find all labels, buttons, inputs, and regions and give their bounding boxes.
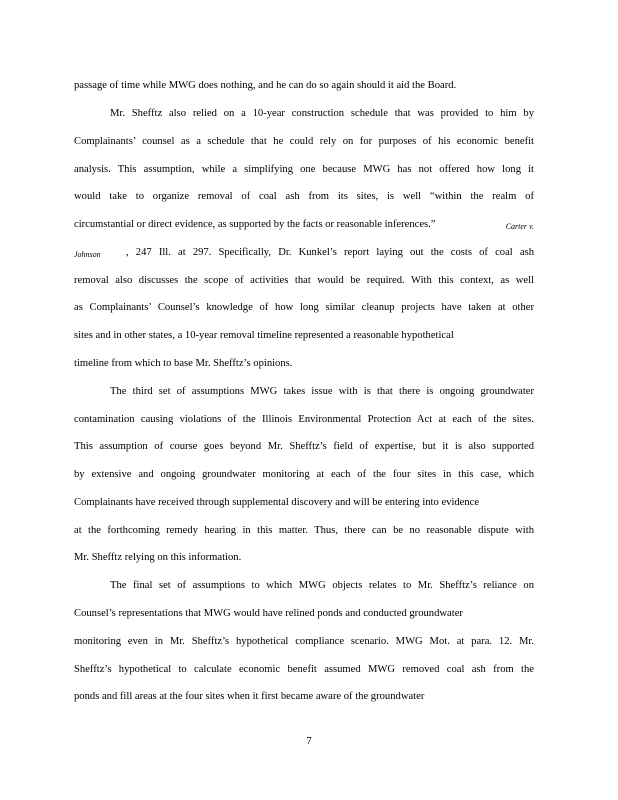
- text-line: timeline from which to base Mr. Shefftz’s opinions.: [74, 358, 293, 369]
- text-line: by extensive and ongoing groundwater monitoring at each of the four sites in this case, which: [74, 469, 534, 480]
- text-line: circumstantial or direct evidence, as supported by the facts or reasonable inferences.”: [74, 219, 436, 230]
- text-line: Shefftz’s hypothetical to calculate economic benefit assumed MWG removed coal ash from the: [74, 664, 534, 675]
- text-line: ponds and fill areas at the four sites when it first became aware of the groundwater: [74, 691, 425, 702]
- text-line: analysis. This assumption, while a simplifying one because MWG has not offered how long it: [74, 164, 534, 175]
- text-line: as Complainants’ Counsel’s knowledge of how long similar cleanup projects have taken at other: [74, 302, 534, 313]
- text-line: Complainants’ counsel as a schedule that he could rely on for purposes of his economic benefit: [74, 136, 534, 147]
- text-line: at the forthcoming remedy hearing in this matter. Thus, there can be no reasonable dispute with: [74, 525, 534, 536]
- text-line: The third set of assumptions MWG takes issue with is that there is ongoing groundwater: [110, 386, 534, 397]
- text-line: passage of time while MWG does nothing, and he can do so again should it aid the Board.: [74, 80, 457, 91]
- page-number: 7: [306, 736, 312, 747]
- text-line: Mr. Shefftz relying on this information.: [74, 552, 242, 563]
- text-line: Complainants have received through supplemental discovery and will be entering into evidence: [74, 497, 480, 508]
- case-citation-name: Johnson: [74, 250, 101, 259]
- text-line: monitoring even in Mr. Shefftz’s hypothetical compliance scenario. MWG Mot. at para. 12. Mr.: [74, 636, 534, 647]
- text-line: contamination causing violations of the Illinois Environmental Protection Act at each of the sites.: [74, 414, 534, 425]
- text-line: would take to organize removal of coal ash from its sites, is well “within the realm of: [74, 191, 534, 202]
- text-line: Mr. Shefftz also relied on a 10-year construction schedule that was provided to him by: [110, 108, 534, 119]
- text-line: The final set of assumptions to which MWG objects relates to Mr. Shefftz’s reliance on: [110, 580, 534, 591]
- text-line: , 247 Ill. at 297. Specifically, Dr. Kunkel’s report laying out the costs of coal ash: [126, 247, 534, 258]
- text-line: Counsel’s representations that MWG would have relined ponds and conducted groundwater: [74, 608, 463, 619]
- text-line: removal also discusses the scope of activities that would be required. With this context, as well: [74, 275, 534, 286]
- case-citation-name: Carter v.: [505, 222, 534, 231]
- text-line: sites and in other states, a 10-year removal timeline represented a reasonable hypothetical: [74, 330, 454, 341]
- text-line: This assumption of course goes beyond Mr. Shefftz’s field of expertise, but it is also supported: [74, 441, 534, 452]
